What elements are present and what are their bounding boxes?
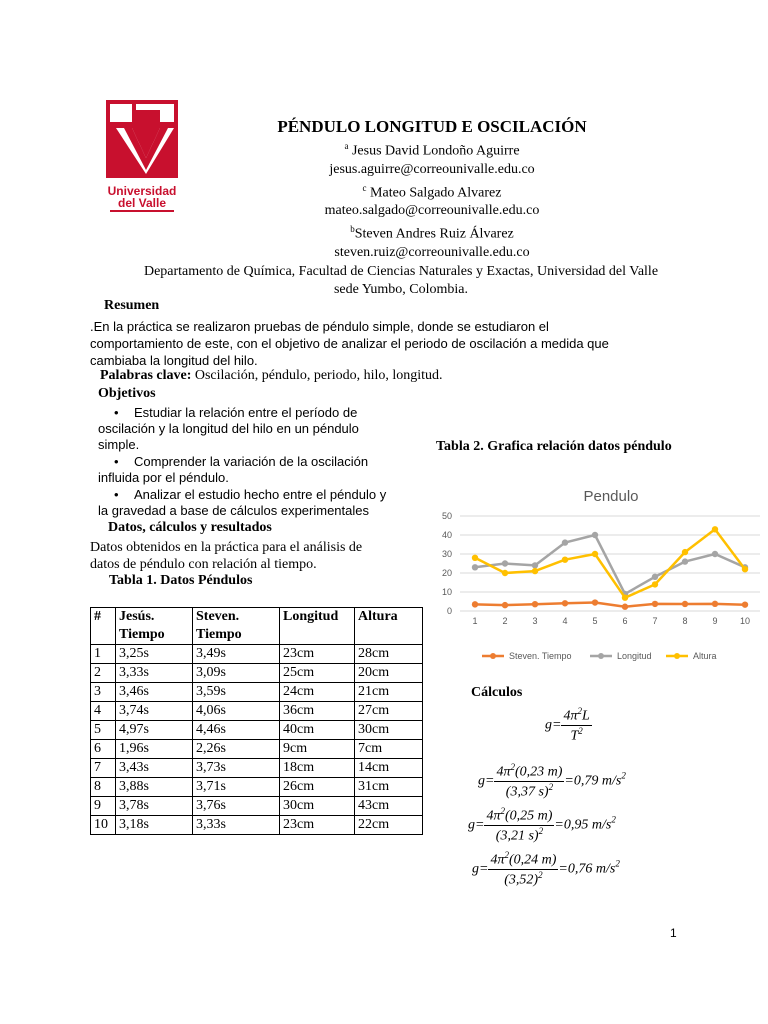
- data-point: [562, 557, 568, 563]
- table-cell: 2: [91, 664, 116, 683]
- data-point: [592, 551, 598, 557]
- col-header-longitud: Longitud: [280, 608, 355, 645]
- table-cell: 10: [91, 816, 116, 835]
- col-header-altura: Altura: [355, 608, 423, 645]
- table-cell: 3,76s: [193, 797, 280, 816]
- table-cell: 30cm: [355, 721, 423, 740]
- bullet-icon: •: [114, 487, 119, 502]
- data-point: [742, 566, 748, 572]
- table-cell: 4: [91, 702, 116, 721]
- logo-underline: [110, 210, 174, 212]
- data-point: [502, 602, 508, 608]
- data-point: [652, 574, 658, 580]
- table-cell: 14cm: [355, 759, 423, 778]
- legend-label: Steven. Tiempo: [509, 651, 572, 661]
- calculos-heading: Cálculos: [471, 685, 523, 700]
- x-tick-label: 7: [652, 616, 658, 626]
- author-3-email: steven.ruiz@correounivalle.edu.co: [334, 244, 530, 260]
- table-cell: 7: [91, 759, 116, 778]
- table-cell: 1,96s: [116, 740, 193, 759]
- table-header-row: [91, 608, 423, 645]
- datos-intro-line-1: Datos obtenidos en la práctica para el análisis de: [90, 540, 363, 555]
- table-cell: 28cm: [355, 645, 423, 664]
- table-row: [91, 759, 423, 778]
- data-point: [652, 581, 658, 587]
- datos-intro: [90, 539, 362, 573]
- series-line-1: [475, 603, 745, 607]
- col-header-num: #: [91, 608, 116, 645]
- university-logo: [106, 100, 178, 210]
- resumen-heading: Resumen: [104, 298, 160, 313]
- table-cell: 43cm: [355, 797, 423, 816]
- data-point: [682, 601, 688, 607]
- table-1-title: Tabla 1. Datos Péndulos: [109, 573, 253, 588]
- y-tick-label: 30: [441, 549, 452, 559]
- objetivo-1: • Estudiar la relación entre el período de oscilación y la longitud del hilo en un péndulo simple.: [98, 405, 359, 452]
- logo-line-1: Universidad: [107, 184, 177, 198]
- x-tick-label: 1: [472, 616, 478, 626]
- data-point: [562, 600, 568, 606]
- y-tick-label: 50: [441, 511, 452, 521]
- datos-heading: Datos, cálculos y resultados: [108, 520, 272, 535]
- table-row: [91, 683, 423, 702]
- table-row: [91, 721, 423, 740]
- table-cell: 9cm: [280, 740, 355, 759]
- equation-1: g= $\frac{4\pi^2(0,23 m)}{(3,37 s)^2}$ =0,79 $m/s^2$: [478, 762, 626, 800]
- x-tick-label: 4: [562, 616, 568, 626]
- data-point: [472, 601, 478, 607]
- table-cell: 3,49s: [193, 645, 280, 664]
- formula-general: g= $\frac{4\pi^2L}{T^2}$: [545, 706, 590, 744]
- x-tick-label: 2: [502, 616, 508, 626]
- univalle-logo-icon: [106, 100, 178, 178]
- x-tick-label: 8: [682, 616, 688, 626]
- page-number: 1: [670, 926, 677, 940]
- table-cell: 3,59s: [193, 683, 280, 702]
- table-cell: 18cm: [280, 759, 355, 778]
- table-row: [91, 702, 423, 721]
- author-2-name: $^c$ Mateo Salgado Alvarez: [362, 182, 502, 201]
- data-point: [532, 568, 538, 574]
- table-cell: 3,74s: [116, 702, 193, 721]
- resumen-line-3: cambiaba la longitud del hilo.: [90, 353, 258, 368]
- table-cell: 3,88s: [116, 778, 193, 797]
- chart-title: Pendulo: [583, 488, 639, 505]
- table-cell: 21cm: [355, 683, 423, 702]
- table-cell: 25cm: [280, 664, 355, 683]
- data-point: [532, 562, 538, 568]
- legend-marker: [674, 653, 680, 659]
- col-header-jesus-tiempo: Jesús. Tiempo: [116, 608, 193, 645]
- equation-3: g= $\frac{4\pi^2(0,24 m)}{(3,52)^2}$ =0,76 $m/s^2$: [472, 850, 620, 888]
- table-cell: 40cm: [280, 721, 355, 740]
- data-point: [592, 599, 598, 605]
- resumen-body: [90, 318, 690, 369]
- table-cell: 3,46s: [116, 683, 193, 702]
- legend-marker: [598, 653, 604, 659]
- table-cell: 3,33s: [193, 816, 280, 835]
- data-point: [562, 539, 568, 545]
- x-tick-label: 3: [532, 616, 538, 626]
- table-cell: 4,97s: [116, 721, 193, 740]
- author-1-email: jesus.aguirre@correounivalle.edu.co: [329, 161, 535, 177]
- table-cell: 4,46s: [193, 721, 280, 740]
- table-cell: 9: [91, 797, 116, 816]
- resumen-line-2: comportamiento de este, con el objetivo de analizar el periodo de oscilación a medida que: [90, 336, 609, 351]
- table-cell: 3,71s: [193, 778, 280, 797]
- table-cell: 1: [91, 645, 116, 664]
- col-header-steven-tiempo: Steven. Tiempo: [193, 608, 280, 645]
- data-point: [502, 560, 508, 566]
- data-point: [472, 564, 478, 570]
- x-tick-label: 5: [592, 616, 598, 626]
- author-2-email: mateo.salgado@correounivalle.edu.co: [324, 203, 540, 219]
- table-row: [91, 664, 423, 683]
- table-cell: 31cm: [355, 778, 423, 797]
- table-cell: 23cm: [280, 645, 355, 664]
- table-cell: 23cm: [280, 816, 355, 835]
- table-cell: 3: [91, 683, 116, 702]
- table-cell: 3,09s: [193, 664, 280, 683]
- palabras-clave: [100, 368, 443, 384]
- table-cell: 4,06s: [193, 702, 280, 721]
- data-point: [712, 551, 718, 557]
- table-cell: 3,73s: [193, 759, 280, 778]
- objetivos-heading: Objetivos: [98, 386, 156, 401]
- y-tick-label: 0: [446, 606, 452, 616]
- table-cell: 2,26s: [193, 740, 280, 759]
- objetivo-2: • Comprender la variación de la oscilación influida por el péndulo.: [98, 454, 369, 485]
- data-point: [622, 595, 628, 601]
- palabras-clave-text: Oscilación, péndulo, periodo, hilo, longitud.: [191, 368, 443, 383]
- data-point: [652, 601, 658, 607]
- data-point: [712, 526, 718, 532]
- table-row: [91, 740, 423, 759]
- table-cell: 27cm: [355, 702, 423, 721]
- y-tick-label: 20: [441, 568, 452, 578]
- table-cell: 22cm: [355, 816, 423, 835]
- pendulo-chart: [430, 476, 768, 668]
- affiliation-line-2: sede Yumbo, Colombia.: [333, 282, 469, 297]
- affiliation-line-1: Departamento de Química, Facultad de Ciencias Naturales y Exactas, Universidad del Valle: [143, 264, 659, 279]
- table-cell: 36cm: [280, 702, 355, 721]
- data-table: [90, 607, 423, 835]
- author-1-name: $^a$ Jesus David Londoño Aguirre: [344, 141, 520, 159]
- table-row: [91, 645, 423, 664]
- bullet-icon: •: [114, 454, 119, 469]
- table-cell: 6: [91, 740, 116, 759]
- data-point: [742, 601, 748, 607]
- data-point: [622, 604, 628, 610]
- legend-label: Longitud: [617, 651, 652, 661]
- data-point: [532, 601, 538, 607]
- legend-label: Altura: [693, 651, 717, 661]
- y-tick-label: 40: [441, 530, 452, 540]
- y-tick-label: 10: [441, 587, 452, 597]
- data-point: [472, 555, 478, 561]
- palabras-clave-label: Palabras clave:: [100, 368, 192, 383]
- table-cell: 3,18s: [116, 816, 193, 835]
- data-point: [592, 532, 598, 538]
- table-cell: 3,25s: [116, 645, 193, 664]
- x-tick-label: 10: [739, 616, 751, 626]
- table-cell: 3,78s: [116, 797, 193, 816]
- table-cell: 5: [91, 721, 116, 740]
- table-2-title: Tabla 2. Grafica relación datos péndulo: [436, 439, 672, 454]
- header-block: [170, 117, 694, 262]
- legend-marker: [490, 653, 496, 659]
- resumen-line-1: .En la práctica se realizaron pruebas de péndulo simple, donde se estudiaron el: [90, 319, 549, 334]
- data-point: [502, 570, 508, 576]
- table-row: [91, 816, 423, 835]
- equation-2: g= $\frac{4\pi^2(0,25 m)}{(3,21 s)^2}$ =0,95 $m/s^2$: [468, 806, 616, 844]
- bullet-icon: •: [114, 405, 119, 420]
- table-cell: 30cm: [280, 797, 355, 816]
- x-tick-label: 9: [712, 616, 718, 626]
- table-cell: 8: [91, 778, 116, 797]
- table-row: [91, 778, 423, 797]
- data-point: [682, 558, 688, 564]
- data-point: [682, 549, 688, 555]
- page-title: PÉNDULO LONGITUD E OSCILACIÓN: [277, 117, 587, 136]
- author-3-name: $^b$Steven Andres Ruiz Álvarez: [350, 224, 514, 242]
- logo-line-2: del Valle: [117, 196, 167, 210]
- x-tick-label: 6: [622, 616, 628, 626]
- affiliation: [84, 263, 718, 299]
- table-cell: 7cm: [355, 740, 423, 759]
- data-point: [712, 601, 718, 607]
- series-line-2: [475, 535, 745, 594]
- table-cell: 3,43s: [116, 759, 193, 778]
- table-cell: 24cm: [280, 683, 355, 702]
- objetivo-3: • Analizar el estudio hecho entre el péndulo y la gravedad a base de cálculos experimentales: [98, 487, 387, 518]
- table-row: [91, 797, 423, 816]
- table-cell: 3,33s: [116, 664, 193, 683]
- table-cell: 26cm: [280, 778, 355, 797]
- table-cell: 20cm: [355, 664, 423, 683]
- datos-intro-line-2: datos de péndulo con relación al tiempo.: [90, 557, 317, 572]
